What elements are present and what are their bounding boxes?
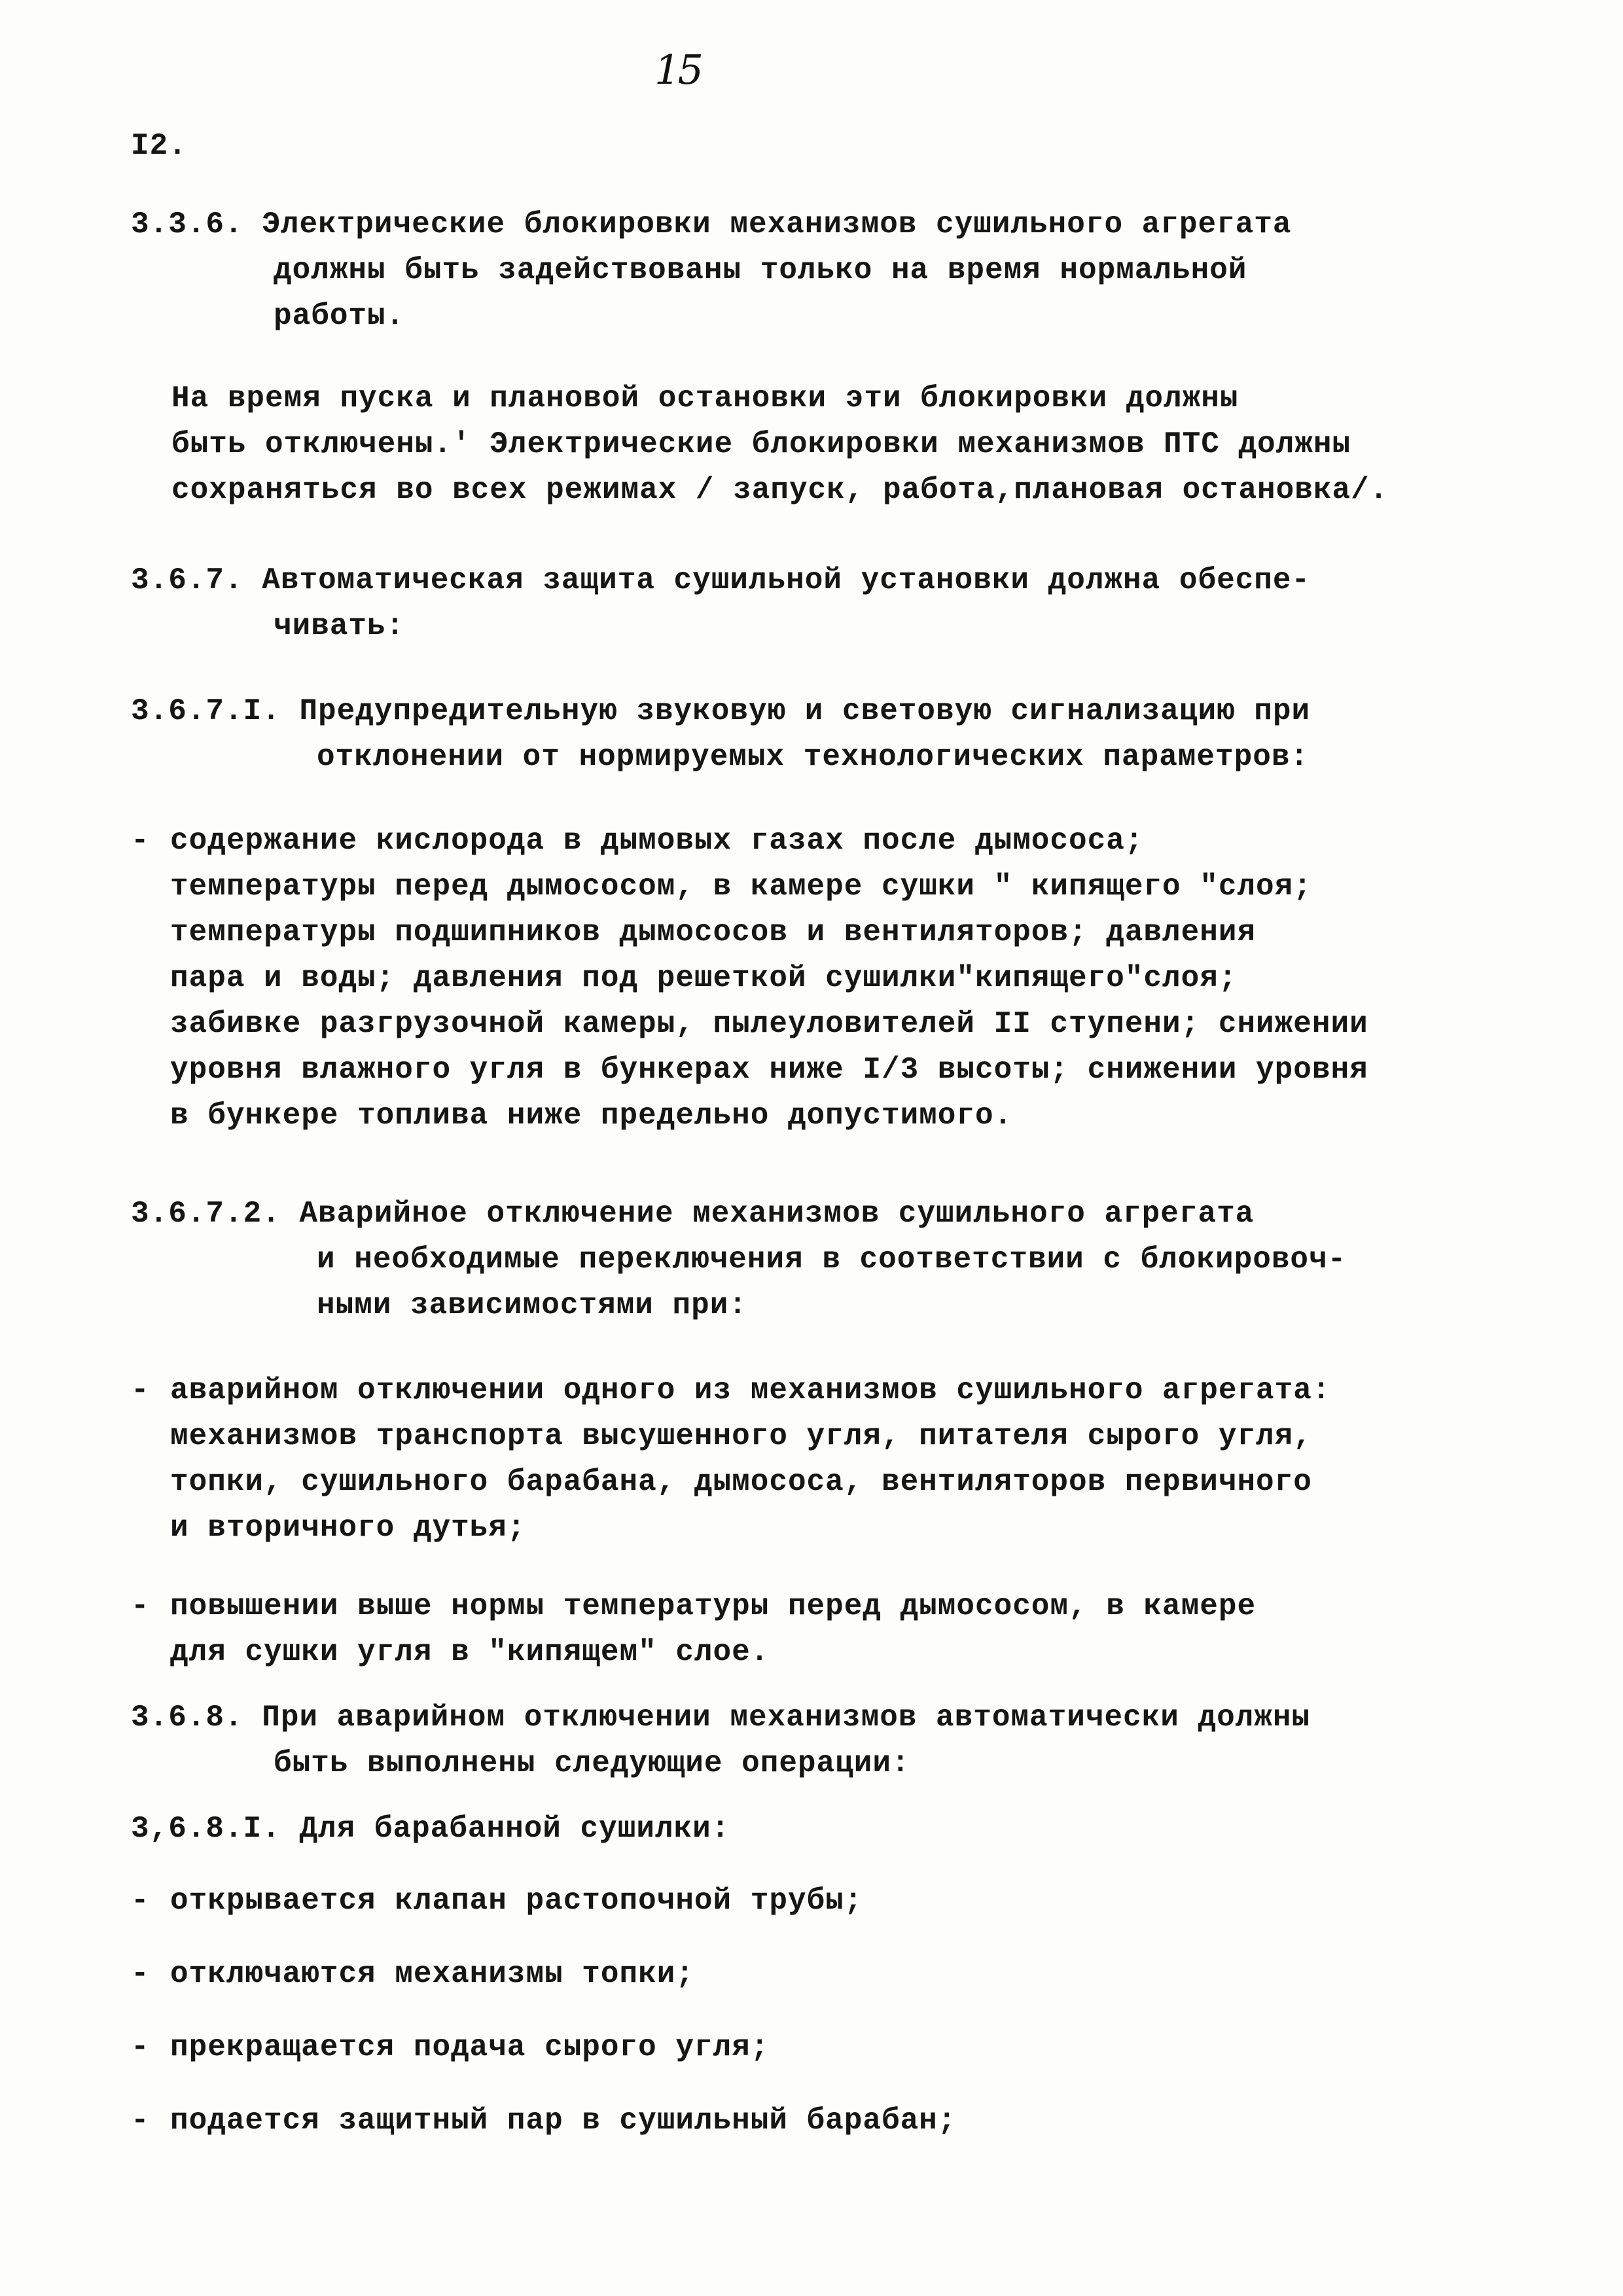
paragraph-line: быть отключены.' Электрические блокировки механизмов ПТС должны — [171, 427, 1351, 461]
section-text-line: При аварийном отключении механизмов автоматически должны — [262, 1701, 1311, 1735]
bullet-dash: - — [131, 1884, 150, 1918]
bullet-dash: - — [131, 2030, 150, 2064]
section-text-line: Электрические блокировки механизмов сушильного агрегата — [262, 207, 1292, 241]
section-text-line: отклонении от нормируемых технологических параметров: — [317, 740, 1310, 774]
list-parameters — [131, 818, 1538, 1139]
list-item-text: механизмов транспорта высушенного угля, питателя сырого угля, — [170, 1419, 1312, 1453]
section-3-6-8-1 — [131, 1806, 1538, 1852]
section-number: 3.3.6. — [131, 207, 243, 241]
section-text-line: Автоматическая защита сушильной установки должна обеспе- — [262, 563, 1311, 597]
section-number: 3,6.8.I. — [131, 1812, 281, 1846]
list-temperature — [131, 1583, 1538, 1675]
list-item-text: в бункере топлива ниже предельно допустимого. — [170, 1099, 1013, 1133]
bullet-dash: - — [131, 1589, 150, 1623]
bullet-dash: - — [131, 2104, 150, 2138]
section-text-line: работы. — [274, 299, 405, 333]
list-item — [131, 2098, 1538, 2144]
section-text-line: и необходимые переключения в соответствии с блокировоч- — [317, 1243, 1347, 1277]
section-number: 3.6.7.2. — [131, 1197, 281, 1231]
section-text-line: Предупредительную звуковую и световую сигнализацию при — [299, 694, 1311, 728]
section-text-line: должны быть задействованы только на время нормальной — [274, 253, 1247, 287]
list-item-text: аварийном отключении одного из механизмов сушильного агрегата: — [170, 1373, 1331, 1407]
list-item — [131, 1878, 1538, 1924]
list-drum-dryer-operations — [131, 1878, 1538, 2144]
paragraph-blocking — [171, 376, 1578, 513]
section-text-line: Для барабанной сушилки: — [299, 1812, 730, 1846]
list-item — [131, 2024, 1538, 2070]
list-emergency-shutdown — [131, 1368, 1538, 1551]
section-number: 3.6.8. — [131, 1701, 243, 1735]
bullet-dash: - — [131, 1957, 150, 1991]
list-item-text: забивке разгрузочной камеры, пылеуловителей II ступени; снижении — [170, 1007, 1368, 1041]
section-3-3-6 — [131, 202, 1538, 339]
section-3-6-7-1 — [131, 688, 1538, 780]
list-item-text: повышении выше нормы температуры перед дымососом, в камере — [170, 1589, 1257, 1623]
section-text-line: чивать: — [274, 609, 405, 643]
section-text-line: Аварийное отключение механизмов сушильного агрегата — [299, 1197, 1255, 1231]
bullet-dash: - — [131, 824, 150, 858]
list-item-text: прекращается подача сырого угля; — [170, 2030, 770, 2064]
paragraph-line: сохраняться во всех режимах / запуск, работа,плановая остановка/. — [171, 473, 1389, 507]
list-item — [131, 1951, 1538, 1997]
list-item-text: и вторичного дутья; — [170, 1511, 526, 1545]
list-item-text: открывается клапан растопочной трубы; — [170, 1884, 863, 1918]
list-item-text: пара и воды; давления под решеткой сушилки"кипящего"слоя; — [170, 961, 1238, 995]
handwritten-page-number: 15 — [654, 46, 701, 94]
list-item-text: уровня влажного угля в бункерах ниже I/3 высоты; снижении уровня — [170, 1053, 1368, 1087]
list-item-text: отключаются механизмы топки; — [170, 1957, 694, 1991]
list-item-text: для сушки угля в "кипящем" слое. — [170, 1635, 770, 1669]
section-number: 3.6.7.I. — [131, 694, 281, 728]
section-number: 3.6.7. — [131, 563, 243, 597]
paragraph-line: На время пуска и плановой остановки эти блокировки должны — [171, 381, 1239, 415]
bullet-dash: - — [131, 1373, 150, 1407]
section-3-6-8 — [131, 1695, 1538, 1786]
list-item-text: подается защитный пар в сушильный барабан; — [170, 2104, 957, 2138]
section-text-line: ными зависимостями при: — [317, 1288, 747, 1322]
list-item — [131, 818, 1538, 864]
list-item — [131, 1368, 1538, 1413]
section-text-line: быть выполнены следующие операции: — [274, 1746, 910, 1780]
page-number: I2. — [131, 129, 187, 163]
list-item-text: топки, сушильного барабана, дымососа, вентиляторов первичного — [170, 1465, 1312, 1499]
list-item — [131, 1583, 1538, 1629]
section-3-6-7 — [131, 557, 1538, 649]
section-3-6-7-2 — [131, 1191, 1538, 1328]
list-item-text: содержание кислорода в дымовых газах после дымососа; — [170, 824, 1144, 858]
list-item-text: температуры подшипников дымососов и вентиляторов; давления — [170, 915, 1257, 949]
list-item-text: температуры перед дымососом, в камере сушки " кипящего "слоя; — [170, 870, 1312, 904]
